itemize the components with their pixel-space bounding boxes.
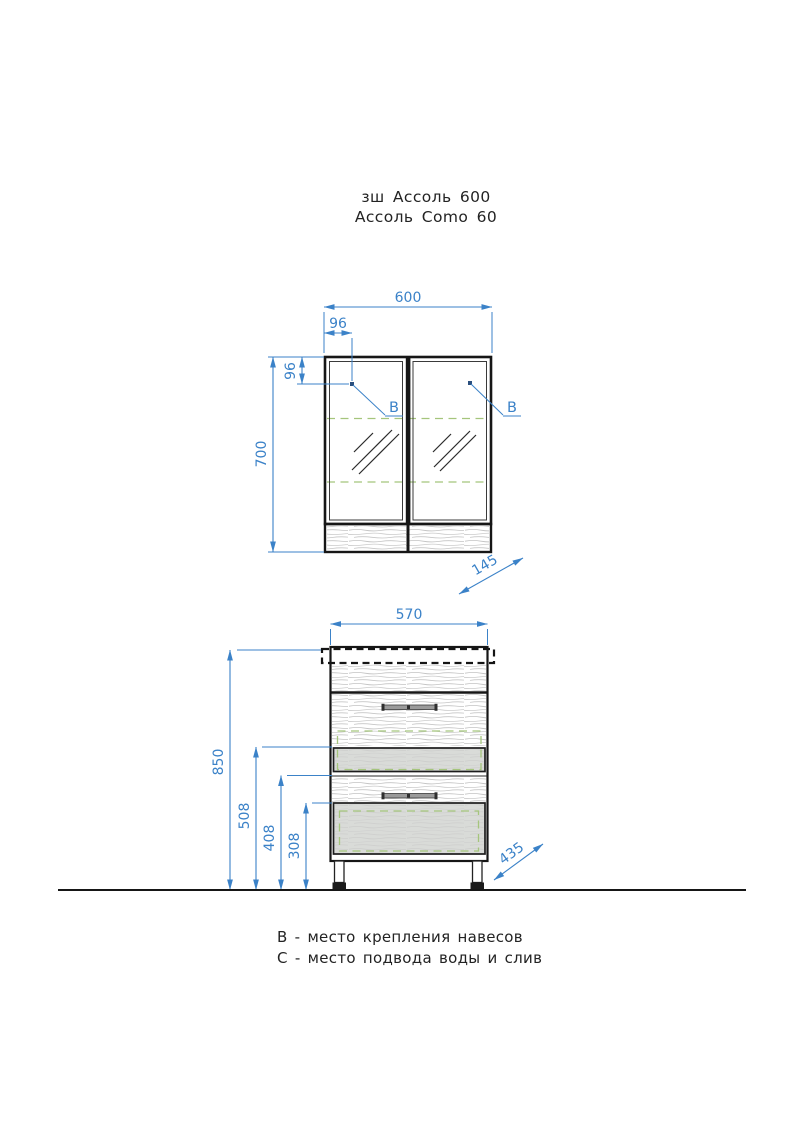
vanity-dim-height [211, 650, 321, 890]
drawer-handle-top [382, 704, 438, 711]
mount-point-left [350, 382, 403, 416]
mirror-dim-mount-x [324, 316, 352, 381]
mirror-dim-width [324, 290, 492, 353]
vanity-dim-508 [237, 747, 332, 890]
mirror-cabinet-front-view [254, 290, 523, 594]
legend-line-mount: В - место крепления навесов [277, 928, 523, 946]
vanity-dim-depth [494, 839, 543, 880]
mount-label-left: В [389, 400, 399, 416]
legend-line-water: С - место подвода воды и слив [277, 949, 543, 967]
vanity-legs [333, 861, 485, 890]
legend [277, 927, 542, 969]
drawer-box-top [334, 748, 486, 772]
countertop-hidden-outline [322, 649, 494, 663]
mirror-dim-height [254, 357, 324, 552]
dim-mirror-width: 600 [394, 290, 422, 306]
dim-mirror-depth: 145 [469, 551, 501, 580]
vanity-dim-308 [287, 803, 332, 890]
leg-foot-right [471, 883, 485, 891]
drawer-handle-bottom [382, 792, 438, 799]
title-line-2: Ассоль Como 60 [354, 208, 498, 226]
dim-drawer2-front: 408 [262, 824, 278, 852]
dim-drawer1-box: 508 [237, 802, 253, 830]
vanity-wood-panels [332, 664, 486, 802]
dim-mirror-mount-y: 96 [283, 362, 299, 380]
dim-mirror-height: 700 [254, 440, 270, 468]
mirror-hatch-lines [352, 430, 476, 474]
mirror-dim-depth [459, 552, 523, 594]
dim-vanity-height: 850 [211, 748, 227, 776]
leg-foot-left [333, 883, 347, 891]
mount-point-right [468, 381, 521, 416]
title-line-1: зш Ассоль 600 [361, 188, 491, 206]
mount-label-right: В [507, 400, 517, 416]
dim-vanity-width: 570 [395, 607, 423, 623]
dim-drawer2-box: 308 [287, 832, 303, 860]
mirror-center-divider [406, 357, 411, 524]
mirror-bottom-panel [325, 524, 491, 552]
vanity-dim-width [331, 607, 488, 645]
dim-mirror-mount-x: 96 [329, 316, 347, 332]
vanity-cabinet-front-view [211, 607, 543, 890]
dim-vanity-depth: 435 [496, 839, 528, 869]
